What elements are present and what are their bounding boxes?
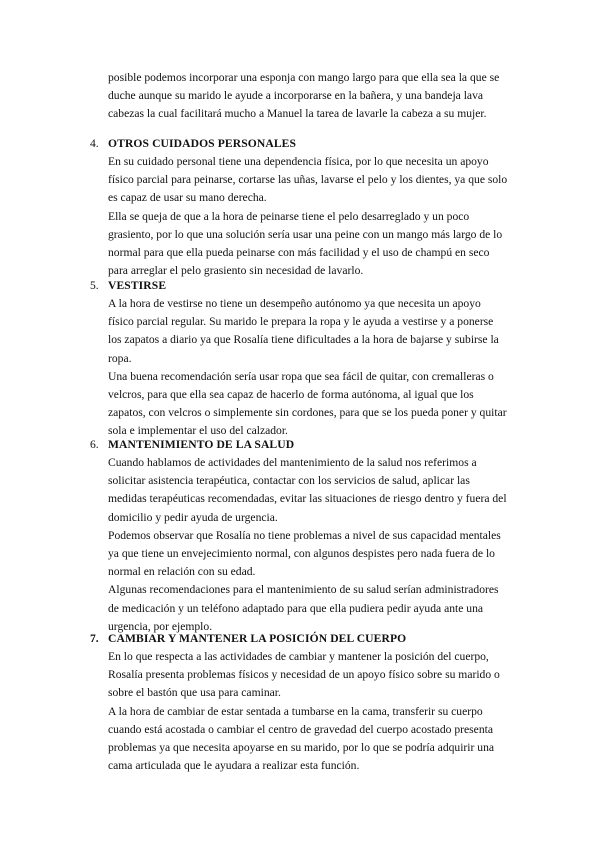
text-line: Algunas recomendaciones para el mantenimiento de su salud serían administradores [108,583,499,597]
text-line: es capaz de usar su mano derecha. [108,191,267,205]
text-line: medidas terapéuticas recomendadas, evitar las situaciones de riesgo dentro y fuera del [108,492,507,506]
paragraph [108,527,528,582]
paragraph [108,703,528,776]
text-line: posible podemos incorporar una esponja con mango largo para que ella sea la que se [108,71,500,84]
text-line: urgencia, por ejemplo. [108,619,213,633]
section-heading: OTROS CUIDADOS PERSONALES [108,137,297,150]
text-line: zapatos, con velcros o simplemente sin cordones, para que se los pueda poner y quitar [108,406,507,420]
text-line: ya que tiene un envejecimiento normal, con algunos despistes pero nada fuera de lo [108,547,495,561]
text-line: normal para que ella pueda peinarse con más facilidad y el uso de champú en seco [108,246,490,260]
text-line: domicilio y pedir ayuda de urgencia. [108,510,278,524]
section-heading: CAMBIAR Y MANTENER LA POSICIÓN DEL CUERPO [108,632,407,645]
text-line: En lo que respecta a las actividades de cambiar y mantener la posición del cuerpo, [108,650,489,663]
text-line: Cuando hablamos de actividades del mantenimiento de la salud nos referimos a [108,456,477,469]
text-line: Podemos observar que Rosalía no tiene problemas a nivel de sus capacidad mentales [108,528,501,542]
paragraph [108,208,528,281]
text-line: los zapatos a diario ya que Rosalía tiene dificultades a la hora de bajarse y subirse la [108,333,499,347]
text-line: cabezas la cual facilitará mucho a Manuel la tarea de lavarle la cabeza a su mujer. [108,107,487,121]
text-line: Rosalía presenta problemas físicos y necesidad de un apoyo físico sobre su marido o [108,668,500,682]
section-body [108,295,528,441]
text-line: cuando está acostada o cambiar el centro de gravedad del cuerpo acostado presenta [108,722,493,736]
paragraph [108,648,528,703]
section-number: 4. [90,137,99,150]
text-line: Ella se queja de que a la hora de peinarse tiene el pelo desarreglado y un poco [108,209,470,223]
text-line: cama articulada que le ayudara a realizar esta función. [108,759,360,773]
paragraph [108,581,528,636]
text-line: A la hora de cambiar de estar sentada a tumbarse en la cama, transferir su cuerpo [108,704,483,718]
text-line: duche aunque su marido le ayude a incorporarse en la bañera, y una bandeja lava [108,89,484,103]
paragraph [108,454,528,527]
intro-paragraph [108,69,528,124]
text-line: sobre el bastón que usa para caminar. [108,686,281,700]
text-line: para arreglar el pelo grasiento sin necesidad de lavarlo. [108,264,364,278]
text-line: ropa. [108,351,132,365]
text-line: de medicación y un teléfono adaptado para que ella pudiera pedir ayuda ante una [108,601,484,615]
text-line: En su cuidado personal tiene una dependencia física, por lo que necesita un apoyo [108,155,489,168]
section-body [108,153,528,280]
section-heading: MANTENIMIENTO DE LA SALUD [108,438,295,451]
section-body [108,454,528,636]
text-line: físico parcial para peinarse, cortarse las uñas, lavarse el pelo y los dientes, ya que solo [108,173,508,187]
section-body [108,648,528,775]
text-line: sola e implementar el uso del calzador. [108,424,288,438]
text-line: Una buena recomendación sería usar ropa que sea fácil de quitar, con cremalleras o [108,369,494,383]
text-line: físico parcial regular. Su marido le prepara la ropa y le ayuda a vestirse y a ponerse [108,315,494,329]
section-number: 6. [90,438,99,451]
section-heading: VESTIRSE [108,279,167,292]
text-line: normal en relación con su edad. [108,565,256,579]
paragraph [108,368,528,441]
text-line: velcros, para que ella sea capaz de hacerlo de forma autónoma, al igual que los [108,388,474,402]
paragraph [108,295,528,368]
section-number: 5. [90,279,99,292]
text-line: solicitar asistencia terapéutica, contactar con los servicios de salud, aplicar las [108,474,470,488]
text-line: problemas ya que necesita apoyarse en su marido, por lo que se podría adquirir una [108,741,495,755]
text-line: A la hora de vestirse no tiene un desempeño autónomo ya que necesita un apoyo [108,297,481,310]
text-line: grasiento, por lo que una solución sería usar una peine con un mango más largo de lo [108,227,503,241]
paragraph [108,153,528,208]
section-number: 7. [90,632,99,645]
